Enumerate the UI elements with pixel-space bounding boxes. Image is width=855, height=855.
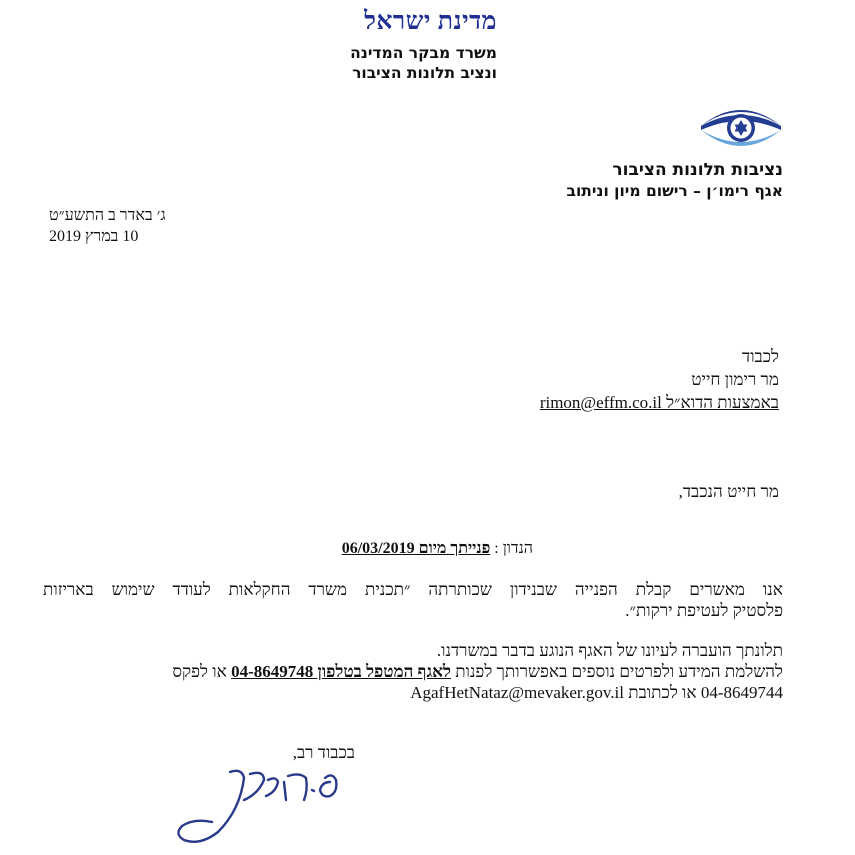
subject-value: פנייתך מיום 06/03/2019 [341, 540, 491, 557]
body-paragraph4 [410, 683, 783, 703]
division-name: נציבות תלונות הציבור [612, 160, 783, 180]
fax-intro-text: או לפקס [172, 662, 227, 681]
recipient-via-line [540, 393, 779, 413]
address-intro-text: או לכתובת [628, 683, 697, 702]
state-name-heading: מדינת ישראל [364, 8, 497, 35]
handling-department-phone: לאגף המטפל בטלפון 04-8649748 [231, 662, 451, 681]
closing-regards: בכבוד רב, [292, 743, 355, 762]
office-name-line2: ונציב תלונות הציבור [352, 64, 497, 82]
salutation: מר חייט הנכבד, [678, 482, 779, 501]
body-paragraph2: תלונתך הועברה לעיונו של האגף הנוגע בדבר במשרדנו. [436, 641, 783, 660]
recipient-to-label: לכבוד [742, 347, 779, 366]
subject-label: הנדון : [494, 540, 533, 557]
body-paragraph1-line1: אנו מאשרים קבלת הפנייה שבנידון שכותרתה ״תכנית משרד החקלאות לעודד שימוש באריזות [43, 580, 783, 599]
body-paragraph1-line2: פלסטיק לעטיפת ירקות״. [625, 601, 783, 620]
contact-intro-text: להשלמת המידע ולפרטים נוספים באפשרותך לפנות [455, 662, 783, 681]
gregorian-date: 10 במרץ 2019 [49, 228, 139, 245]
recipient-name: מר רימון חייט [691, 370, 779, 389]
body-paragraph3 [172, 662, 783, 682]
department-email-link[interactable]: AgafHetNataz@mevaker.gov.il [410, 683, 624, 702]
office-name-line1: משרד מבקר המדינה [350, 44, 497, 62]
handwritten-signature [160, 760, 350, 850]
fax-number: 04-8649744 [700, 683, 783, 702]
subject-line [342, 540, 533, 558]
ombudsman-eye-emblem-icon [699, 100, 783, 158]
recipient-email-link[interactable]: rimon@effm.co.il [539, 393, 662, 412]
hebrew-date: ג׳ באדר ב התשע״ט [49, 207, 166, 224]
division-subtitle: אגף רימו׳ן – רישום מיון וניתוב [566, 182, 783, 200]
via-email-label: באמצעות הדוא״ל [666, 393, 779, 412]
